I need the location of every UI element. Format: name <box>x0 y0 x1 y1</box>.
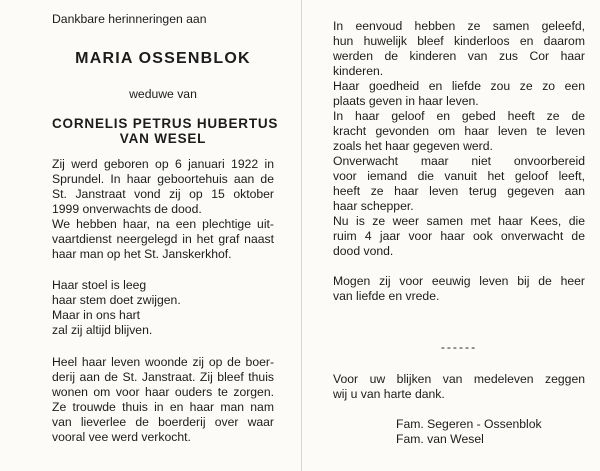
memory-line: In haar geloof en gebed heeft ze de <box>333 109 585 123</box>
thanks-line: Voor uw blijken van medeleven zeggen <box>333 372 585 386</box>
memory-line: Nu is ze weer samen met haar Kees, die <box>333 214 585 228</box>
separator-dashes: ------ <box>440 340 478 354</box>
card-fold-line <box>301 0 302 471</box>
memory-line: plaats geven in haar leven. <box>333 94 479 108</box>
memory-line: zoals het haar gegeven werd. <box>333 139 493 153</box>
thanks-line: wij u van harte dank. <box>333 387 445 401</box>
memory-line: werden de kinderen van zus Cor haar <box>333 49 585 63</box>
biography-line: We hebben haar, na een plechtige uit- <box>52 217 274 231</box>
poem-line: haar stem doet zwijgen. <box>52 293 181 307</box>
life-story-line: wonen om voor haar ouders te zorgen. <box>52 385 274 399</box>
biography-line: vaartdienst neergelegd in het graf naast <box>52 232 274 246</box>
widow-of-text: weduwe van <box>129 87 197 101</box>
family-signature: Fam. van Wesel <box>396 432 484 446</box>
memory-line: haar schepper. <box>333 199 414 213</box>
memory-line: dood vond. <box>333 244 394 258</box>
poem-line: Haar stoel is leeg <box>52 278 147 292</box>
intro-text: Dankbare herinneringen aan <box>52 12 207 26</box>
biography-line: Zij werd geboren op 6 januari 1922 in <box>52 157 274 171</box>
spouse-name-line1: CORNELIS PETRUS HUBERTUS <box>52 116 279 131</box>
prayer-line: Mogen zij voor eeuwig leven bij de heer <box>333 274 585 288</box>
family-signature: Fam. Segeren - Ossenblok <box>396 417 542 431</box>
biography-line: haar man op het St. Janskerkhof. <box>52 247 232 261</box>
memory-line: ruim 4 jaar voor haar ook onverwacht de <box>333 229 585 243</box>
biography-line: 1999 onverwachts de dood. <box>52 202 202 216</box>
life-story-line: Heel haar leven woonde zij op de boer- <box>52 355 274 369</box>
memory-line: Haar goedheid en liefde zou ze zo een <box>333 79 585 93</box>
biography-line: Sprundel. In haar geboortehuis aan de <box>52 172 274 186</box>
prayer-line: van liefde en vrede. <box>333 289 440 303</box>
memory-line: heeft ze haar leven terug gegeven aan <box>333 184 585 198</box>
memory-line: In eenvoud hebben ze samen geleefd, <box>333 19 585 33</box>
life-story-line: vooral vee werd verkocht. <box>52 430 191 444</box>
life-story-line: Ze trouwde thuis in en haar man nam <box>52 400 274 414</box>
memory-line: Onverwacht maar niet onvoorbereid <box>333 154 585 168</box>
life-story-line: van lieverlee de boerderij over waar <box>52 415 274 429</box>
deceased-name: MARIA OSSENBLOK <box>75 50 251 67</box>
poem-line: zal zij altijd blijven. <box>52 323 153 337</box>
memory-line: kracht gevonden om haar leven te leven <box>333 124 585 138</box>
biography-line: St. Janstraat vond zij op 15 oktober <box>52 187 274 201</box>
memory-line: voor iemand die vanuit het geloof leeft, <box>333 169 585 183</box>
memory-line: kinderen. <box>333 64 384 78</box>
spouse-name-line2: VAN WESEL <box>119 131 207 146</box>
life-story-line: derij aan de St. Janstraat. Zij bleef thuis <box>52 370 274 384</box>
poem-line: Maar in ons hart <box>52 308 141 322</box>
memory-line: hun huwelijk bleef kinderloos en daarom <box>333 34 585 48</box>
